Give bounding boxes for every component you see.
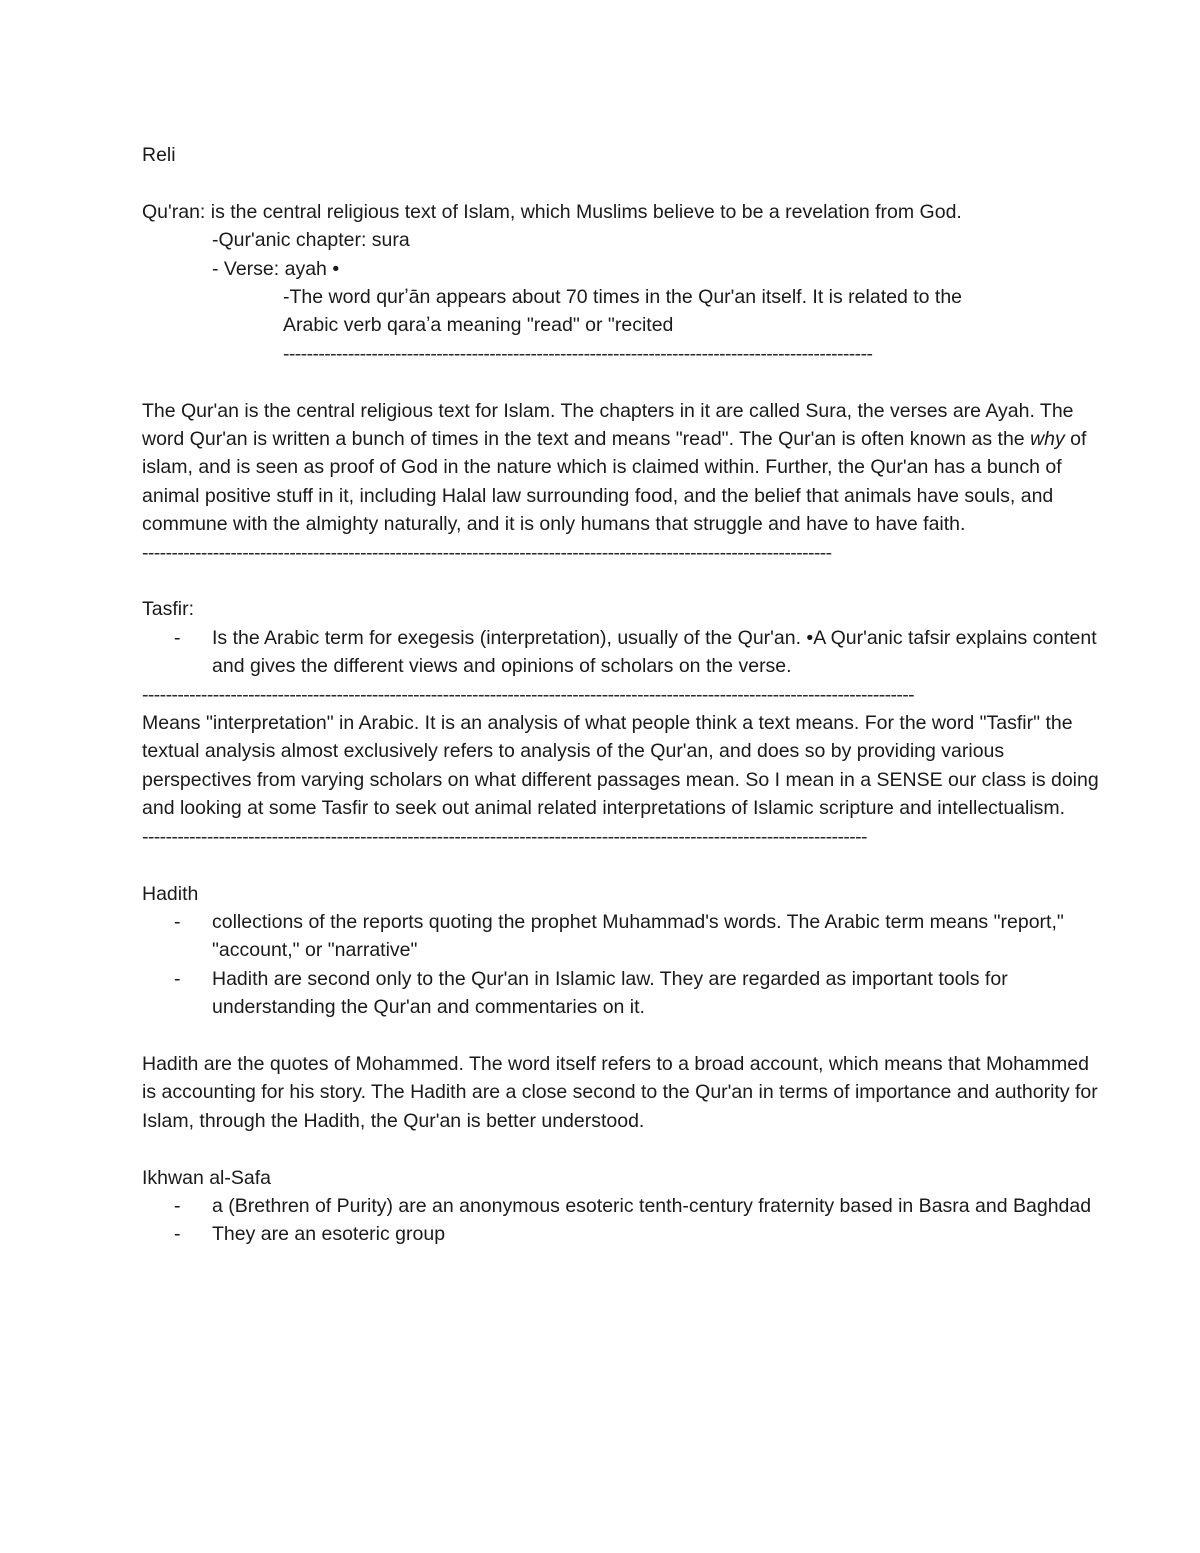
tasfir-section	[142, 595, 1102, 851]
tasfir-bullet-text: Is the Arabic term for exegesis (interpretation), usually of the Qur'an. •A Qur'anic tafsir explains content and gives the different views and opinions of scholars on the verse.	[212, 626, 1097, 678]
tasfir-heading: Tasfir:	[142, 598, 195, 621]
spacer	[142, 1135, 1102, 1163]
list-item	[142, 965, 1102, 1022]
divider-rule: ----------------------------------------------------------------------------------------------------	[283, 342, 873, 365]
quran-word-note-line2: Arabic verb qaraʼa meaning "read" or "recited	[283, 314, 674, 337]
quran-notes-section	[142, 198, 1102, 368]
ikhwan-bullet-text: They are an esoteric group	[212, 1223, 446, 1246]
bullet-dash: -	[174, 967, 181, 990]
hadith-bullet-text: collections of the reports quoting the prophet Muhammad's words. The Arabic term means "report," "account," or "narrative"	[212, 910, 1064, 962]
hadith-summary-paragraph: Hadith are the quotes of Mohammed. The word itself refers to a broad account, which means that Mohammed is accounting for his story. The Hadith are a close second to the Qur'an in terms of importance and authority for Islam, through the Hadith, the Qur'an is better understood.	[142, 1052, 1098, 1132]
divider-rule: ---------------------------------------------------------------------------------------------------------------------	[142, 541, 832, 564]
list-item	[142, 624, 1102, 681]
hadith-heading: Hadith	[142, 882, 199, 905]
ikhwan-bullet-list	[142, 1192, 1102, 1249]
spacer	[142, 368, 1102, 396]
quran-summary-emphasis: why	[1030, 428, 1065, 451]
quran-summary-section	[142, 397, 1102, 567]
list-item	[142, 1220, 1102, 1248]
bullet-dash: -	[174, 1223, 181, 1246]
list-item	[142, 1192, 1102, 1220]
doc-title: Reli	[142, 144, 176, 166]
bullet-dash: -	[174, 1194, 181, 1217]
quran-verse-note: - Verse: ayah •	[212, 257, 340, 280]
quran-chapter-note: -Qur'anic chapter: sura	[212, 229, 410, 252]
spacer	[142, 169, 1102, 197]
hadith-bullet-text: Hadith are second only to the Qur'an in Islamic law. They are regarded as important tools for understanding the Qur'an and commentaries on it.	[212, 967, 1008, 1019]
quran-summary-part1: The Qur'an is the central religious text for Islam. The chapters in it are called Sura, the verses are Ayah. The word Qur'an is written a bunch of times in the text and means "read". The Qur'an is often known as the	[142, 399, 1074, 451]
document-page	[142, 141, 1102, 1249]
ikhwan-bullet-text: a (Brethren of Purity) are an anonymous esoteric tenth-century fraternity based in Basra and Baghdad	[212, 1194, 1092, 1217]
spacer	[142, 851, 1102, 879]
quran-summary-paragraph	[142, 397, 1102, 539]
bullet-dash: -	[174, 910, 181, 933]
quran-word-note-line1: -The word qurʼān appears about 70 times in the Qur'an itself. It is related to the	[283, 286, 963, 309]
ikhwan-heading: Ikhwan al-Safa	[142, 1166, 271, 1189]
divider-rule: -----------------------------------------------------------------------------------------------------------------------------------	[142, 683, 915, 706]
divider-rule: ---------------------------------------------------------------------------------------------------------------------------	[142, 825, 867, 848]
list-item	[142, 908, 1102, 965]
spacer	[142, 567, 1102, 595]
ikhwan-section	[142, 1164, 1102, 1249]
hadith-bullet-list	[142, 908, 1102, 1022]
quran-summary-part2: of islam, and is seen as proof of God in the nature which is claimed within. Further, the Qur'an has a bunch of animal positive stuff in it, including Halal law surrounding food, and the belief that animals have souls, and commune with the almighty naturally, and it is only humans that struggle and have to have faith.	[142, 428, 1087, 536]
bullet-dash: -	[174, 626, 181, 649]
spacer	[142, 1022, 1102, 1050]
tasfir-summary-paragraph: Means "interpretation" in Arabic. It is an analysis of what people think a text means. For the word "Tasfir" the textual analysis almost exclusively refers to analysis of the Qur'an, and does so by providing various perspectives from varying scholars on what different passages mean. So I mean in a SENSE our class is doing and looking at some Tasfir to seek out animal related interpretations of Islamic scripture and intellectualism.	[142, 712, 1099, 820]
quran-definition: Qu'ran: is the central religious text of Islam, which Muslims believe to be a revelation from God.	[142, 200, 962, 223]
hadith-section	[142, 880, 1102, 1136]
tasfir-bullet-list	[142, 624, 1102, 681]
